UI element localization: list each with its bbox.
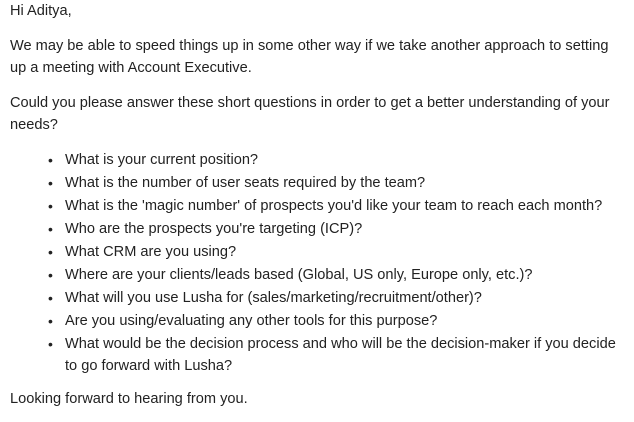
question-text: Are you using/evaluating any other tools for this purpose?	[65, 312, 438, 329]
list-item	[48, 218, 622, 241]
list-item	[48, 333, 622, 378]
question-text: What is the number of user seats required by the team?	[65, 174, 426, 191]
bullet-icon: •	[48, 289, 53, 306]
question-text: What CRM are you using?	[65, 243, 237, 260]
greeting: Hi Aditya,	[10, 3, 72, 19]
bullet-icon: •	[48, 312, 53, 329]
bullet-icon: •	[48, 151, 53, 168]
bullet-icon: •	[48, 197, 53, 214]
list-item	[48, 241, 622, 264]
question-text: Where are your clients/leads based (Global, US only, Europe only, etc.)?	[65, 266, 533, 283]
question-text: Who are the prospects you're targeting (ICP)?	[65, 220, 363, 237]
list-item	[48, 310, 622, 333]
spacer	[10, 23, 622, 35]
question-text: What will you use Lusha for (sales/marketing/recruitment/other)?	[65, 289, 482, 306]
closing-line: Looking forward to hearing from you.	[10, 390, 248, 407]
list-item	[48, 172, 622, 195]
request-paragraph: Could you please answer these short questions in order to get a better understanding of your needs?	[10, 94, 610, 133]
list-item	[48, 149, 622, 172]
list-item	[48, 195, 622, 218]
spacer	[10, 80, 622, 92]
question-text: What is your current position?	[65, 151, 259, 168]
list-item	[48, 287, 622, 310]
list-item	[48, 264, 622, 287]
bullet-icon: •	[48, 243, 53, 260]
questions-list	[10, 149, 622, 378]
bullet-icon: •	[48, 266, 53, 283]
bullet-icon: •	[48, 174, 53, 191]
question-text: What would be the decision process and who will be the decision-maker if you decide to go forward with Lusha?	[65, 335, 616, 374]
bullet-icon: •	[48, 335, 53, 352]
bullet-icon: •	[48, 220, 53, 237]
question-text: What is the 'magic number' of prospects you'd like your team to reach each month?	[65, 197, 603, 214]
intro-paragraph: We may be able to speed things up in some other way if we take another approach to setting up a meeting with Account Executive.	[10, 37, 609, 76]
